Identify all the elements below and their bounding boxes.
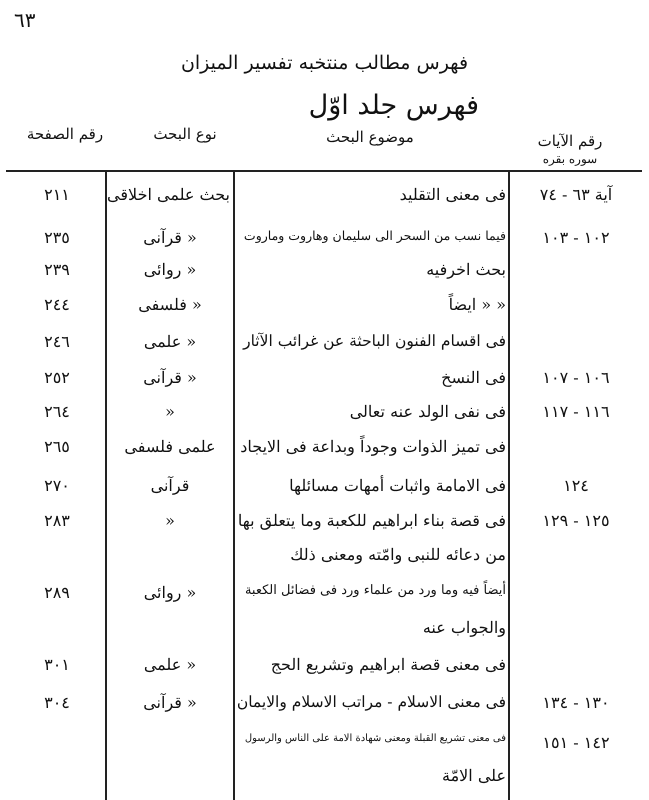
row-page: ٣٠١: [44, 655, 70, 674]
page-title: فهرس مطالب منتخبه تفسير الميزان: [180, 52, 469, 74]
row-topic: من دعائه للنبى وامّته ومعنى ذلك: [290, 545, 506, 564]
row-type: « قرآنى: [143, 368, 197, 387]
table-header-rule: [6, 170, 642, 172]
row-page: ٢٣٥: [44, 228, 70, 247]
row-page: ٣٠٤: [44, 693, 70, 712]
row-verses: ١٢٤: [563, 476, 589, 495]
row-topic: فى معنى قصة ابراهيم وتشريع الحج: [270, 655, 506, 674]
row-page: ٢٧٠: [44, 476, 70, 495]
column-rule-topic: [233, 170, 235, 800]
row-topic: أيضاً فيه وما ورد من علماء ورد فى فضائل الكعبة: [244, 583, 506, 598]
row-topic: فى قصة بناء ابراهيم للكعبة وما يتعلق بها: [237, 511, 506, 530]
row-topic: فى اقسام الفنون الباحثة عن غرائب الآثار: [243, 332, 506, 350]
header-verses: رقم الآيات: [537, 132, 603, 150]
row-type: « قرآنى: [143, 228, 197, 247]
row-type: بحث علمى اخلاقى: [107, 185, 230, 204]
row-topic: فيما نسب من السحر الى سليمان وهاروت وماروت: [243, 228, 506, 243]
row-page: ٢٨٣: [44, 511, 70, 530]
row-type: « قرآنى: [143, 693, 197, 712]
column-rule-type: [105, 170, 107, 800]
row-page: ٢٤٦: [44, 332, 70, 351]
header-type: نوع البحث: [153, 125, 217, 143]
page-number: ٦٣: [14, 8, 36, 32]
row-type: « علمى: [143, 655, 197, 674]
row-verses: ١٣٠ - ١٣٤: [542, 693, 610, 712]
row-type: « روائى: [143, 260, 197, 279]
header-page: رقم الصفحة: [26, 125, 104, 143]
row-page: ٢٣٩: [44, 260, 70, 279]
row-verses: آية ٦٣ - ٧٤: [539, 185, 613, 204]
row-topic: والجواب عنه: [422, 618, 506, 637]
row-verses: ١٤٢ - ١٥١: [542, 733, 610, 752]
row-topic: فى معنى الاسلام - مراتب الاسلام والايمان: [236, 693, 506, 711]
row-topic: بحث اخرفيه: [426, 260, 506, 279]
row-topic: فى الامامة واثبات أمهات مسائلها: [289, 476, 506, 495]
row-type: « روائى: [143, 583, 197, 602]
row-page: ٢٥٢: [44, 368, 70, 387]
row-topic: فى النسخ: [441, 368, 506, 387]
column-rule-verses: [508, 170, 510, 800]
row-verses: ١٠٦ - ١٠٧: [542, 368, 610, 387]
row-topic: « « ايضاً: [448, 295, 506, 314]
header-surah: سوره بقره: [542, 152, 598, 166]
row-verses: ١٢٥ - ١٢٩: [542, 511, 610, 530]
row-type: قرآنى: [150, 476, 190, 495]
row-topic: فى تميز الذوات وجوداً وبداعة فى الايجاد: [240, 437, 506, 456]
row-type: « فلسفى: [138, 295, 202, 314]
row-type: «: [165, 511, 175, 530]
row-type: علمى فلسفى: [124, 437, 216, 456]
row-verses: ١١٦ - ١١٧: [542, 402, 610, 421]
row-topic: فى نفى الولد عنه تعالى: [349, 402, 506, 421]
row-topic: على الامّة: [442, 766, 506, 785]
row-topic: فى معنى التقليد: [399, 185, 506, 204]
row-page: ٢٨٩: [44, 583, 70, 602]
row-page: ٢٤٤: [44, 295, 70, 314]
row-page: ٢١١: [44, 185, 70, 204]
row-page: ٢٦٥: [44, 437, 70, 456]
row-type: «: [165, 402, 175, 421]
volume-title: فهرس جلد اوّل: [308, 90, 479, 121]
row-verses: ١٠٢ - ١٠٣: [542, 228, 610, 247]
row-page: ٢٦٤: [44, 402, 70, 421]
row-topic: فى معنى تشريع القبلة ومعنى شهادة الامة على الناس والرسول: [244, 733, 506, 744]
header-topic: موضوع البحث: [326, 128, 414, 146]
row-type: « علمى: [143, 332, 197, 351]
